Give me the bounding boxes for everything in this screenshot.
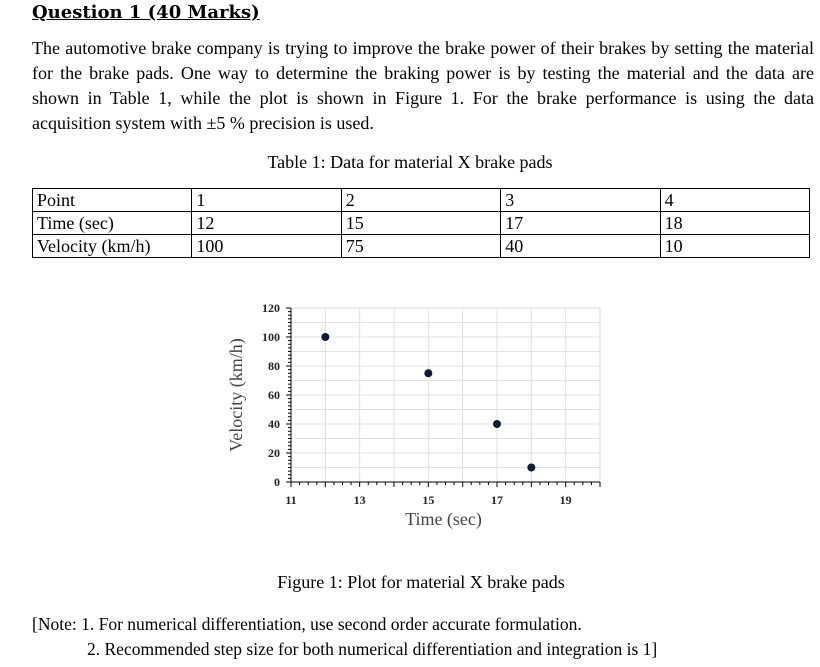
figure-caption: Figure 1: Plot for material X brake pads <box>277 572 565 592</box>
x-axis-title: Time (sec) <box>405 509 482 529</box>
table-cell: 100 <box>192 235 341 258</box>
y-tick-label: 20 <box>268 446 280 460</box>
y-tick-label: 100 <box>262 330 280 344</box>
table-cell: 17 <box>501 212 660 235</box>
table-cell: 3 <box>501 189 660 212</box>
table-cell: 10 <box>660 235 809 258</box>
y-tick-label: 120 <box>262 301 280 315</box>
table-cell: 1 <box>192 189 341 212</box>
table-cell: 2 <box>341 189 500 212</box>
y-tick-label: 80 <box>268 359 280 373</box>
table-cell: 12 <box>192 212 341 235</box>
table-cell: 40 <box>501 235 660 258</box>
x-tick-label: 15 <box>422 493 435 507</box>
plot-frame <box>291 308 600 482</box>
data-point <box>424 369 432 377</box>
data-point <box>321 333 329 341</box>
table-caption: Table 1: Data for material X brake pads <box>267 152 553 172</box>
y-axis-title: Velocity (km/h) <box>226 338 246 452</box>
x-tick-label: 13 <box>353 493 366 507</box>
table-row <box>33 235 810 258</box>
note-line-1: [Note: 1. For numerical differentiation, use second order accurate formulation. <box>32 614 582 634</box>
table-cell: 4 <box>660 189 809 212</box>
question-paragraph: The automotive brake company is trying to improve the brake power of their brakes by setting the material for the brake pads. One way to determine the braking power is by testing the material and the data are shown in Table 1, while the plot is shown in Figure 1. For the brake performance is using the data acquisition system with ±5 % precision is used. <box>32 38 814 133</box>
data-point <box>493 420 501 428</box>
table-cell: Time (sec) <box>33 212 192 235</box>
x-tick-label: 17 <box>491 493 503 507</box>
y-tick-label: 0 <box>274 475 280 489</box>
table-cell: 75 <box>341 235 500 258</box>
table-row <box>33 189 810 212</box>
table-row <box>33 212 810 235</box>
x-tick-label: 11 <box>285 493 297 507</box>
table-cell: Velocity (km/h) <box>33 235 192 258</box>
y-tick-label: 40 <box>268 417 280 431</box>
table-cell: 15 <box>341 212 500 235</box>
data-point <box>527 464 535 472</box>
x-tick-label: 19 <box>559 493 572 507</box>
table-cell: 18 <box>660 212 809 235</box>
data-table <box>32 188 810 258</box>
table-cell: Point <box>33 189 192 212</box>
note-line-2: 2. Recommended step size for both numerical differentiation and integration is 1] <box>87 639 658 659</box>
note <box>32 612 657 662</box>
y-tick-label: 60 <box>268 388 280 402</box>
question-heading: Question 1 (40 Marks) <box>32 2 260 23</box>
